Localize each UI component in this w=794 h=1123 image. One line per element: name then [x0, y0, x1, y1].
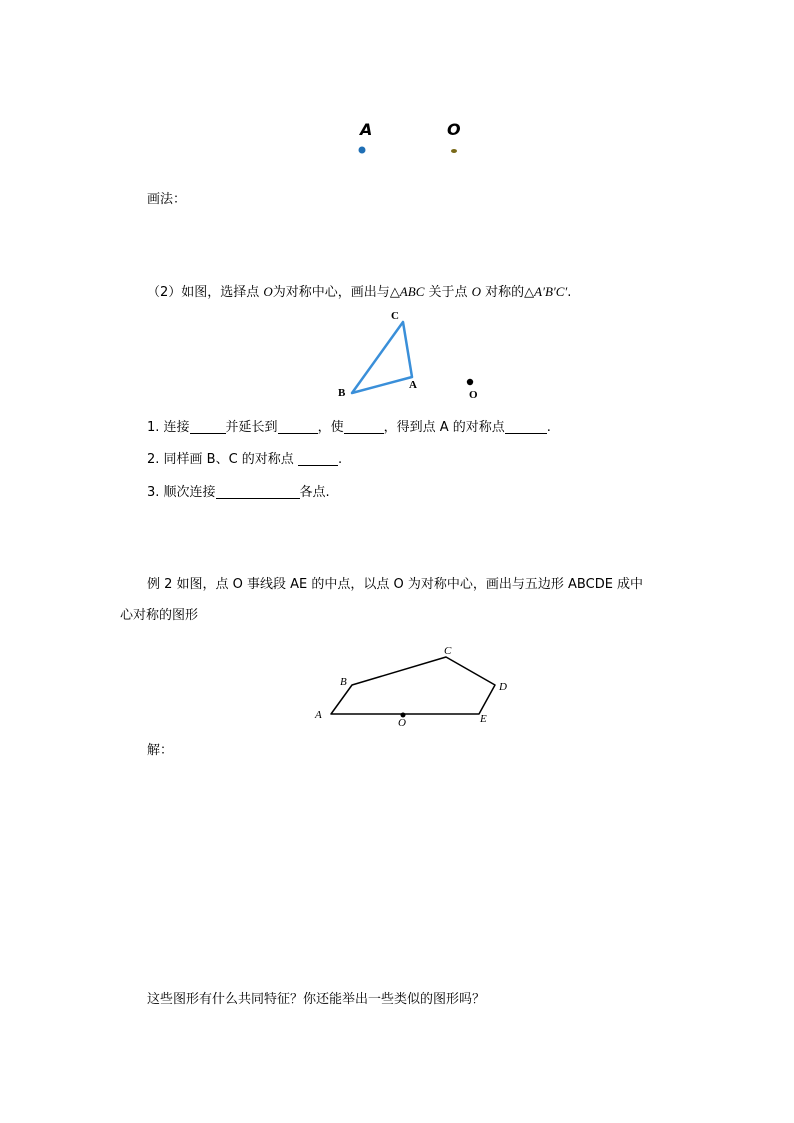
blank-4[interactable] [505, 419, 547, 434]
q2-mid2: 关于点 [424, 285, 472, 300]
step1-a: 1. 连接 [147, 420, 190, 435]
figure-triangle-abc [330, 305, 500, 405]
label-d: D [499, 681, 507, 693]
solution-label: 解： [147, 743, 174, 758]
step1-d: ，得到点 A 的对称点 [383, 420, 505, 435]
step2-a: 2. 同样画 B、C 的对称点 [147, 452, 298, 467]
label-o: O [469, 389, 478, 401]
step-1 [147, 416, 551, 435]
example-2-line1: 例 2 如图，点 O 事线段 AE 的中点，以点 O 为对称中心，画出与五边形 ABCDE 成中 [147, 577, 644, 592]
blank-6[interactable] [216, 484, 300, 499]
example-2-line2: 心对称的图形 [120, 608, 199, 623]
blank-5[interactable] [298, 451, 338, 466]
label-c: C [391, 310, 399, 322]
q2-prefix: （2）如图，选择点 [147, 285, 264, 300]
step3-b: 各点. [299, 485, 330, 500]
q2-mid3: 对称的 [481, 285, 525, 300]
q2-tri1: △ABC [389, 284, 425, 299]
blank-3[interactable] [344, 419, 384, 434]
q2-o2: O [471, 284, 482, 299]
label-a: A [409, 379, 417, 391]
closing-question: 这些图形有什么共同特征？你还能举出一些类似的图形吗？ [147, 992, 486, 1007]
label-b: B [338, 387, 346, 399]
q2-tri2: △A′B′C′ [524, 284, 568, 299]
step-2 [147, 448, 342, 467]
step1-b: 并延长到 [225, 420, 278, 435]
label-e: E [480, 713, 487, 725]
step-3 [147, 481, 330, 500]
label-c: C [444, 645, 452, 657]
point-o [451, 149, 457, 153]
figure-pentagon-abcde [310, 640, 530, 729]
label-o: O [447, 120, 461, 139]
figure-points-a-o [340, 115, 480, 160]
step1-c: ，使 [317, 420, 344, 435]
q2-end: . [567, 285, 572, 300]
blank-1[interactable] [190, 419, 226, 434]
question-2 [147, 281, 571, 300]
method-label: 画法： [147, 192, 187, 207]
blank-2[interactable] [278, 419, 318, 434]
point-a [359, 147, 366, 154]
point-o [467, 379, 473, 385]
step3-a: 3. 顺次连接 [147, 485, 216, 500]
label-a: A [360, 120, 373, 139]
label-o: O [398, 717, 406, 729]
step1-e: . [546, 420, 551, 435]
pentagon-abcde [331, 657, 495, 714]
label-b: B [340, 676, 347, 688]
triangle-abc [352, 322, 412, 393]
step2-b: . [337, 452, 343, 467]
q2-o: O [263, 284, 273, 299]
q2-mid: 为对称中心，画出与 [272, 285, 390, 300]
label-a: A [315, 709, 322, 721]
